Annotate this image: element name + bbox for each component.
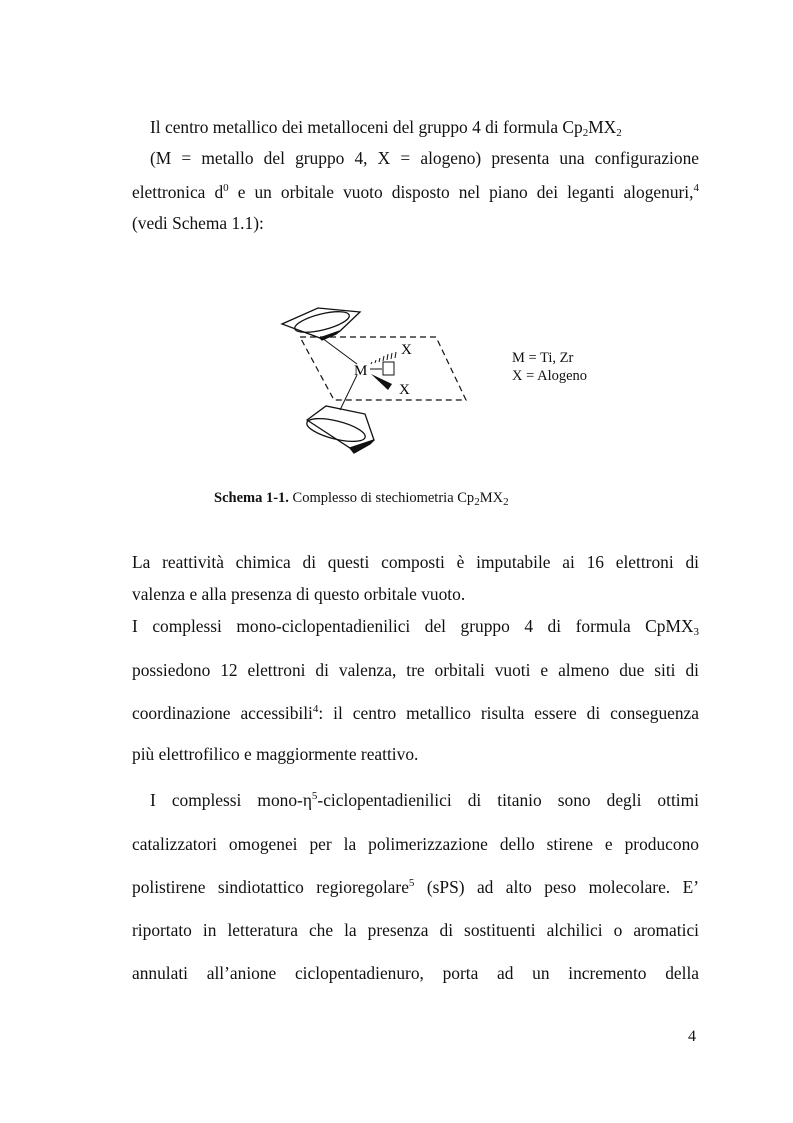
- empty-orbital-box: [383, 362, 394, 375]
- p2-line-2: valenza e alla presenza di questo orbitale vuoto.: [132, 584, 466, 604]
- p2-line-1: La reattività chimica di questi composti è imputabile ai 16 elettroni di: [132, 552, 699, 572]
- p4-line-5: annulati all’anione ciclopentadienuro, porta ad un incremento della: [132, 963, 699, 983]
- subscript: 2: [582, 127, 589, 139]
- p1-line-4: (vedi Schema 1.1):: [132, 213, 264, 233]
- p3-line-4: più elettrofilico e maggiormente reattivo.: [132, 744, 419, 764]
- cp-m-bond-top: [322, 338, 357, 364]
- p1-line-1: Il centro metallico dei metalloceni del gruppo 4 di formula $Cp_2MX_2$: [150, 117, 622, 139]
- atom-x-lower-label: X: [399, 382, 410, 398]
- superscript: 4: [693, 182, 699, 194]
- legend-halogen: X = Alogeno: [512, 368, 588, 384]
- p3-line-1: I complessi mono-ciclopentadienilici del gruppo 4 di formula CpMX$_3$: [132, 616, 699, 638]
- p1-line-2: (M = metallo del gruppo 4, X = alogeno) presenta una configurazione: [150, 148, 699, 168]
- page-number: 4: [688, 1028, 696, 1045]
- p3-line-2: possiedono 12 elettroni di valenza, tre orbitali vuoti e almeno due siti di: [132, 660, 699, 680]
- subscript: 2: [616, 127, 622, 139]
- p1-line-3: elettronica $d^0$ e un orbitale vuoto disposto nel piano dei leganti alogenuri,$^4$: [132, 182, 699, 202]
- caption-label: Schema 1-1.: [214, 490, 289, 506]
- p3-line-3: coordinazione accessibili$^4$: il centro metallico risulta essere di conseguenza: [132, 703, 699, 723]
- bottom-cp-ring: [305, 406, 374, 453]
- solid-wedge-bond: [371, 374, 392, 390]
- superscript: 5: [311, 790, 318, 802]
- legend-metal: M = Ti, Zr: [512, 350, 574, 366]
- p4-line-1: I complessi mono-$\eta^5$-ciclopentadienilici di titanio sono degli ottimi: [150, 790, 699, 810]
- superscript: 0: [223, 182, 229, 194]
- subscript: 3: [693, 626, 699, 638]
- atom-m-label: M: [354, 363, 368, 379]
- superscript: 5: [408, 877, 415, 889]
- scheme-caption: Schema 1-1. Complesso di stechiometria $Cp_2MX_2$: [214, 490, 509, 508]
- superscript: 4: [312, 703, 319, 715]
- p4-line-4: riportato in letteratura che la presenza di sostituenti alchilici o aromatici: [132, 920, 699, 940]
- cp-m-bond-bottom: [340, 375, 357, 410]
- p4-line-2: catalizzatori omogenei per la polimerizzazione dello stirene e producono: [132, 834, 699, 854]
- top-cp-ring: [282, 307, 360, 340]
- p4-line-3: polistirene sindiotattico regioregolare$^5$ (sPS) ad alto peso molecolare. E’: [132, 877, 699, 897]
- atom-x-upper-label: X: [401, 342, 412, 358]
